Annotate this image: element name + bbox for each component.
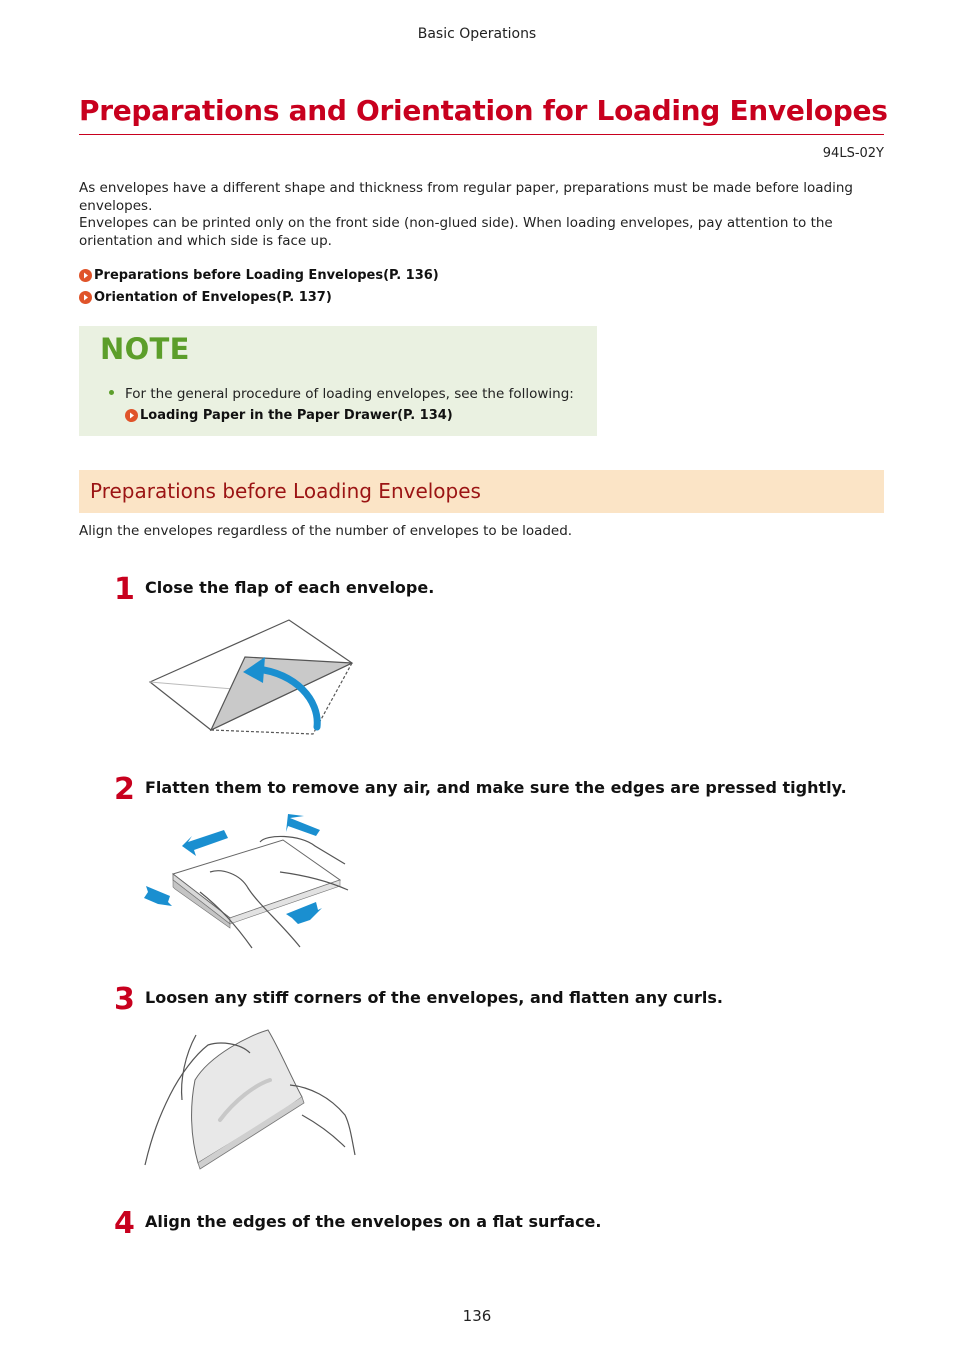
step-text: Close the flap of each envelope. xyxy=(145,578,435,597)
section-title: Preparations before Loading Envelopes xyxy=(90,479,481,503)
step-number: 1 xyxy=(114,572,135,607)
page-number: 136 xyxy=(462,1307,492,1325)
note-label: NOTE xyxy=(100,332,190,366)
running-header: Basic Operations xyxy=(417,26,537,42)
section-header xyxy=(79,470,884,513)
step-number: 4 xyxy=(114,1206,135,1241)
step-number: 3 xyxy=(114,982,135,1017)
bullet-icon xyxy=(109,390,114,395)
title-underline xyxy=(79,134,884,135)
loosen-corners-illustration xyxy=(140,1025,365,1175)
note-text: For the general procedure of loading envelopes, see the following: xyxy=(125,386,574,402)
link-label: Preparations before Loading Envelopes(P. 136) xyxy=(94,268,439,283)
link-label: Orientation of Envelopes(P. 137) xyxy=(94,290,332,305)
link-loading-paper[interactable] xyxy=(125,408,453,423)
intro-paragraph-1: As envelopes have a different shape and thickness from regular paper, preparations must be made before loading envelopes. xyxy=(79,180,853,214)
step-text: Loosen any stiff corners of the envelopes, and flatten any curls. xyxy=(145,988,723,1007)
envelope-flap-illustration xyxy=(145,615,360,740)
step-number: 2 xyxy=(114,772,135,807)
note-box xyxy=(79,326,597,436)
step-text: Flatten them to remove any air, and make sure the edges are pressed tightly. xyxy=(145,778,847,797)
link-preparations[interactable] xyxy=(79,268,439,283)
link-arrow-icon xyxy=(125,409,138,422)
flatten-envelopes-illustration xyxy=(140,812,355,952)
link-label: Loading Paper in the Paper Drawer(P. 134) xyxy=(140,408,453,423)
intro-paragraph-2: Envelopes can be printed only on the front side (non-glued side). When loading envelopes, pay attention to the orientation and which side is face up. xyxy=(79,215,833,249)
step-text: Align the edges of the envelopes on a flat surface. xyxy=(145,1212,602,1231)
document-id: 94LS-02Y xyxy=(822,146,884,161)
section-intro: Align the envelopes regardless of the number of envelopes to be loaded. xyxy=(79,523,573,539)
intro-text xyxy=(79,180,869,250)
page-title: Preparations and Orientation for Loading Envelopes xyxy=(79,94,888,127)
link-arrow-icon xyxy=(79,291,92,304)
link-orientation[interactable] xyxy=(79,290,332,305)
link-arrow-icon xyxy=(79,269,92,282)
